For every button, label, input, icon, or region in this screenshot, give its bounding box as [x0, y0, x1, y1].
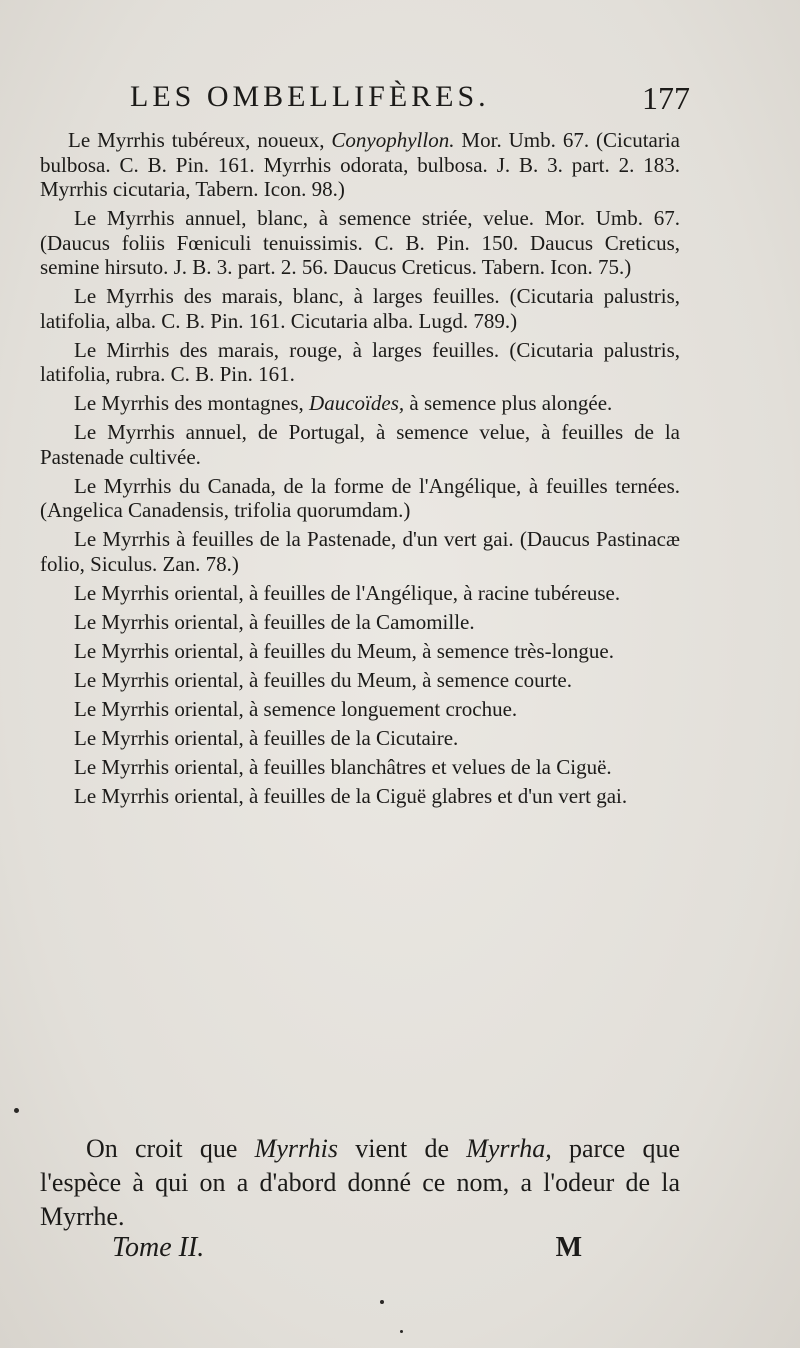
- entry: Le Myrrhis oriental, à feuilles de la Ciguë glabres et d'un vert gai.: [74, 783, 628, 808]
- entry: Le Myrrhis des marais, blanc, à larges feuilles. (Cicutaria palustris, latifolia, alba. C. B. Pin. 161. Cicutaria alba. Lugd. 789.): [40, 284, 680, 333]
- concluding-paragraph: [40, 1132, 680, 1234]
- entry: Le Mirrhis des marais, rouge, à larges feuilles. (Cicutaria palustris, latifolia, rubra. C. B. Pin. 161.: [40, 337, 680, 386]
- entry: Le Myrrhis oriental, à feuilles du Meum, à semence très-longue.: [74, 638, 614, 663]
- volume-label: Tome II.: [112, 1232, 205, 1263]
- entry: Le Myrrhis oriental, à feuilles de l'Angélique, à racine tubéreuse.: [74, 580, 621, 605]
- running-head: LES OMBELLIFÈRES.: [130, 80, 490, 113]
- ink-speck: [380, 1300, 384, 1304]
- entry: Le Myrrhis annuel, blanc, à semence striée, velue. Mor. Umb. 67. (Daucus foliis Fœniculi tenuissimis. C. B. Pin. 150. Daucus Creticus, semine hirsuto. J. B. 3. part. 2. 56. Daucus Creticus. Tabern. Icon. 75.): [40, 206, 680, 279]
- body-text: [40, 128, 680, 813]
- page-footer: [112, 1232, 582, 1266]
- entry: Le Myrrhis oriental, à feuilles de la Cicutaire.: [74, 725, 459, 750]
- entry: Le Myrrhis tubéreux, noueux, Conyophyllon. Mor. Umb. 67. (Cicutaria bulbosa. C. B. Pin. 161. Myrrhis odorata, bulbosa. J. B. 3. part. 2. 183. Myrrhis cicutaria, Tabern. Icon. 98.): [40, 128, 680, 201]
- ink-speck: [400, 1330, 403, 1333]
- entry: Le Myrrhis du Canada, de la forme de l'Angélique, à feuilles ternées. (Angelica Canadensis, trifolia quorumdam.): [40, 473, 680, 522]
- entry: Le Myrrhis des montagnes, Daucoïdes, à semence plus alongée.: [74, 391, 613, 415]
- entry: Le Myrrhis oriental, à feuilles blanchâtres et velues de la Ciguë.: [74, 754, 612, 779]
- entry: Le Myrrhis annuel, de Portugal, à semence velue, à feuilles de la Pastenade cultivée.: [40, 420, 680, 469]
- entry: Le Myrrhis oriental, à semence longuement crochue.: [74, 696, 518, 721]
- entry: Le Myrrhis à feuilles de la Pastenade, d'un vert gai. (Daucus Pastinacæ folio, Siculus. Zan. 78.): [40, 527, 680, 576]
- entry: Le Myrrhis oriental, à feuilles de la Camomille.: [74, 609, 475, 634]
- conclusion-text: On croit que Myrrhis vient de Myrrha, parce que l'espèce à qui on a d'abord donné ce nom, a l'odeur de la Myrrhe.: [40, 1134, 680, 1231]
- page-number: 177: [642, 80, 690, 116]
- signature-mark: M: [555, 1232, 582, 1263]
- page-header: [130, 80, 690, 126]
- entry: Le Myrrhis oriental, à feuilles du Meum, à semence courte.: [74, 667, 572, 692]
- ink-speck: [14, 1108, 19, 1113]
